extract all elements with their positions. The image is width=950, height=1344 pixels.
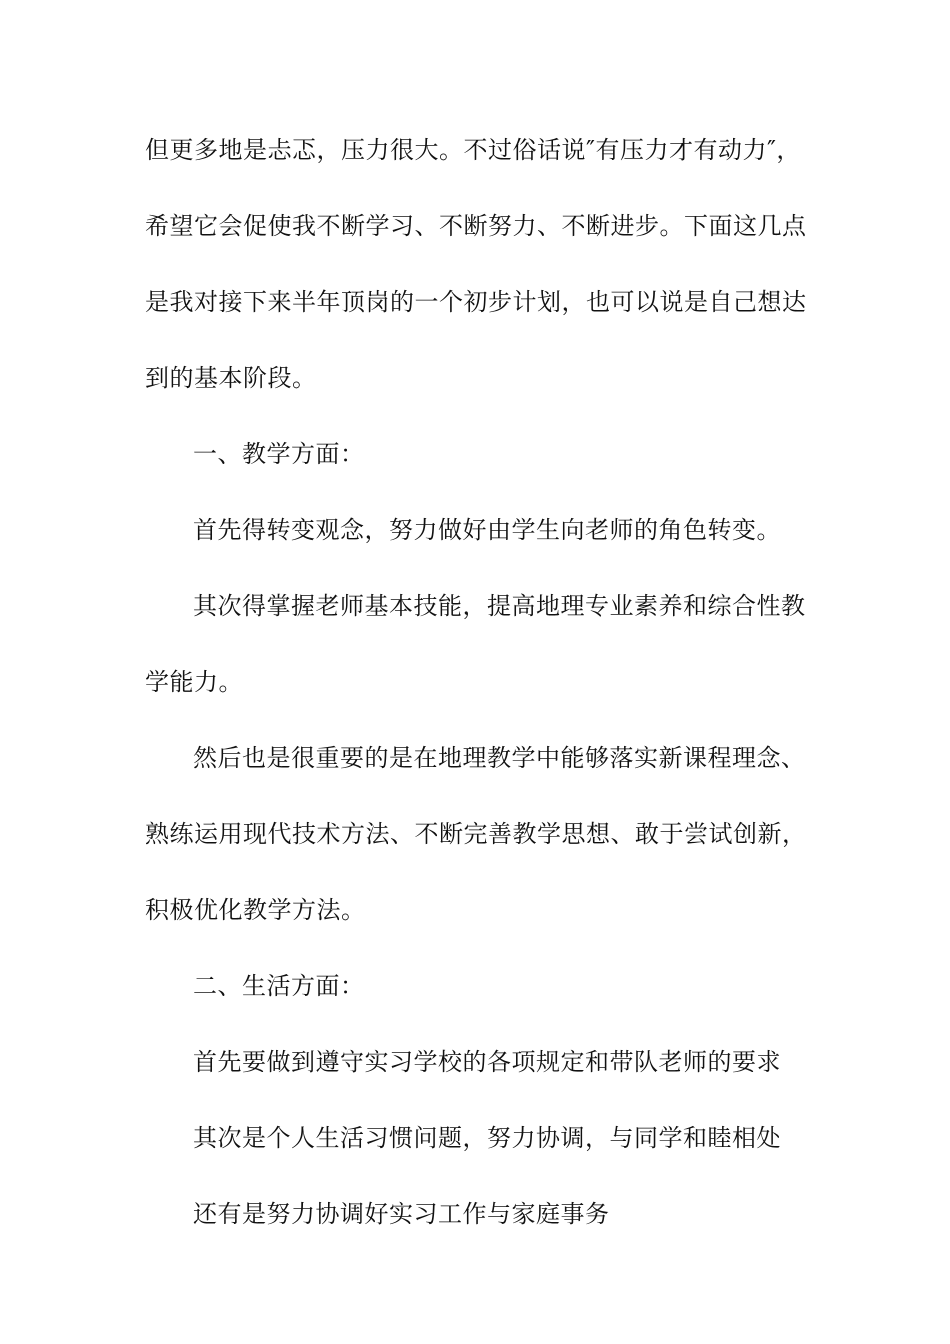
paragraph-line: 希望它会促使我不断学习、不断努力、不断进步。下面这几点 [145, 212, 807, 240]
paragraph-line: 学能力。 [145, 668, 243, 696]
paragraph-line: 但更多地是忐忑，压力很大。不过俗话说″有压力才有动力″， [145, 136, 801, 164]
paragraph-line: 其次是个人生活习惯问题，努力协调，与同学和睦相处 [193, 1124, 781, 1152]
paragraph-line: 首先要做到遵守实习学校的各项规定和带队老师的要求 [193, 1048, 781, 1076]
paragraph-line: 熟练运用现代技术方法、不断完善教学思想、敢于尝试创新， [145, 820, 807, 848]
paragraph-line: 到的基本阶段。 [145, 364, 317, 392]
section-heading: 二、生活方面： [193, 972, 365, 1000]
paragraph-line: 然后也是很重要的是在地理教学中能够落实新课程理念、 [193, 744, 806, 772]
paragraph-line: 还有是努力协调好实习工作与家庭事务 [193, 1200, 610, 1228]
section-heading: 一、教学方面： [193, 440, 365, 468]
paragraph-line: 首先得转变观念，努力做好由学生向老师的角色转变。 [193, 516, 781, 544]
paragraph-line: 其次得掌握老师基本技能，提高地理专业素养和综合性教 [193, 592, 806, 620]
paragraph-line: 是我对接下来半年顶岗的一个初步计划，也可以说是自己想达 [145, 288, 807, 316]
paragraph-line: 积极优化教学方法。 [145, 896, 366, 924]
